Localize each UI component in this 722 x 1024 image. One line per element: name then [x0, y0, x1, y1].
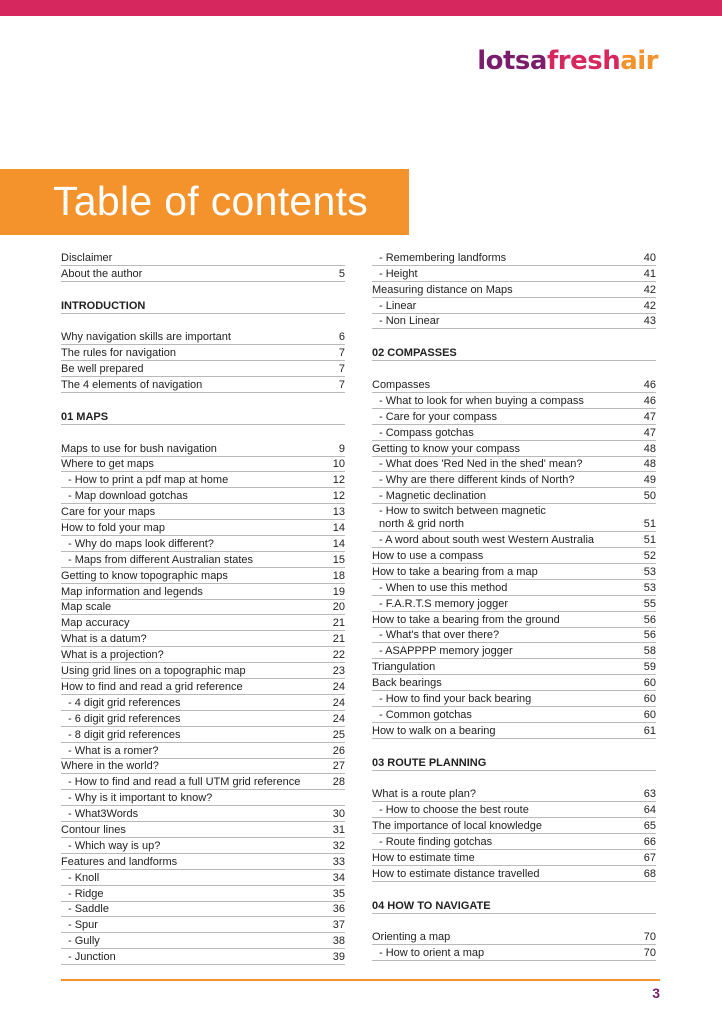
toc-entry-page: 26 — [332, 744, 345, 757]
toc-entry[interactable] — [372, 723, 656, 739]
toc-entry-title: - Maps from different Australian states — [68, 553, 254, 566]
page-number: 3 — [652, 985, 660, 1001]
logo-part-fresh: fresh — [546, 46, 621, 76]
toc-entry-page: 23 — [332, 665, 345, 678]
toc-entry-page: 41 — [643, 267, 656, 280]
toc-entry[interactable] — [61, 457, 345, 473]
toc-entry-title: - How to print a pdf map at home — [68, 474, 229, 487]
toc-entry-title: Measuring distance on Maps — [372, 283, 513, 296]
toc-subentry[interactable] — [372, 504, 656, 532]
toc-subentry[interactable] — [61, 933, 345, 949]
toc-entry-page: 67 — [643, 851, 656, 864]
toc-entry-page: 70 — [643, 947, 656, 960]
toc-subentry[interactable] — [372, 488, 656, 504]
toc-entry-page: 40 — [643, 251, 656, 264]
toc-entry-page: 48 — [643, 458, 656, 471]
toc-entry-page: 43 — [643, 315, 656, 328]
toc-subentry[interactable] — [61, 790, 345, 806]
toc-entry-page: 53 — [643, 581, 656, 594]
toc-entry-title: - Route finding gotchas — [379, 836, 493, 849]
spacer — [372, 739, 656, 755]
toc-entry[interactable] — [372, 787, 656, 803]
toc-entry-page: 36 — [332, 903, 345, 916]
toc-entry[interactable] — [61, 584, 345, 600]
section-heading-text: 03 ROUTE PLANNING — [372, 756, 487, 769]
toc-subentry[interactable] — [372, 250, 656, 266]
toc-entry-title: Map information and legends — [61, 585, 203, 598]
toc-entry-page: 64 — [643, 804, 656, 817]
footer-rule — [61, 979, 660, 981]
toc-subentry[interactable] — [61, 536, 345, 552]
toc-entry-title: How to take a bearing from a map — [372, 565, 538, 578]
section-heading — [61, 298, 345, 314]
toc-entry-page: 58 — [643, 645, 656, 658]
toc-subentry[interactable] — [372, 643, 656, 659]
toc-subentry[interactable] — [372, 834, 656, 850]
toc-entry[interactable] — [61, 568, 345, 584]
spacer — [61, 314, 345, 330]
logo-part-air: air — [620, 46, 658, 76]
toc-entry-title: What is a projection? — [61, 649, 164, 662]
toc-entry[interactable] — [61, 377, 345, 393]
toc-entry-title: Getting to know your compass — [372, 442, 520, 455]
toc-entry-title: - How to find and read a full UTM grid reference — [68, 776, 301, 789]
toc-entry-title: - What3Words — [68, 808, 139, 821]
toc-subentry[interactable] — [61, 949, 345, 965]
top-color-bar — [0, 0, 722, 16]
toc-entry[interactable] — [61, 663, 345, 679]
toc-entry-title: - What is a romer? — [68, 744, 159, 757]
toc-subentry[interactable] — [372, 945, 656, 961]
toc-entry[interactable] — [372, 818, 656, 834]
toc-entry-page: 51 — [643, 534, 656, 547]
spacer — [61, 282, 345, 298]
toc-entry-page: 27 — [332, 760, 345, 773]
toc-entry-title: - Magnetic declination — [379, 490, 487, 503]
section-heading-text: 01 MAPS — [61, 410, 109, 423]
toc-entry-page: 31 — [332, 823, 345, 836]
toc-entry-page: 7 — [338, 347, 345, 360]
section-heading-text: INTRODUCTION — [61, 299, 146, 312]
toc-entry-page: 9 — [338, 442, 345, 455]
toc-entry-title: - Linear — [379, 299, 417, 312]
toc-entry[interactable] — [372, 564, 656, 580]
toc-entry-page: 63 — [643, 788, 656, 801]
toc-entry-title: Disclaimer — [61, 251, 113, 264]
toc-entry-page: 30 — [332, 808, 345, 821]
toc-entry[interactable] — [61, 345, 345, 361]
toc-entry-page: 5 — [338, 267, 345, 280]
toc-entry-page: 25 — [332, 728, 345, 741]
toc-entry-title: - Non Linear — [379, 315, 440, 328]
toc-subentry[interactable] — [61, 917, 345, 933]
toc-entry-title: What is a route plan? — [372, 788, 476, 801]
toc-entry[interactable] — [61, 520, 345, 536]
toc-entry-title: What is a datum? — [61, 633, 147, 646]
toc-entry[interactable] — [61, 600, 345, 616]
toc-entry-title: Using grid lines on a topographic map — [61, 665, 246, 678]
spacer — [61, 393, 345, 409]
toc-entry[interactable] — [61, 266, 345, 282]
toc-entry-title: Map accuracy — [61, 617, 130, 630]
toc-entry-page: 42 — [643, 283, 656, 296]
toc-entry-title: - 8 digit grid references — [68, 728, 181, 741]
toc-entry-title: - How to switch between magnetic north & grid north — [379, 505, 546, 531]
toc-entry-page: 15 — [332, 553, 345, 566]
toc-entry-title: - Why are there different kinds of North? — [379, 474, 575, 487]
toc-entry-page: 37 — [332, 919, 345, 932]
toc-subentry[interactable] — [61, 743, 345, 759]
toc-entry-title: How to take a bearing from the ground — [372, 613, 560, 626]
toc-entry-title: Where to get maps — [61, 458, 154, 471]
toc-entry-title: Compasses — [372, 379, 431, 392]
toc-entry-title: Features and landforms — [61, 855, 178, 868]
toc-subentry[interactable] — [372, 707, 656, 723]
toc-subentry[interactable] — [61, 695, 345, 711]
toc-entry[interactable] — [61, 615, 345, 631]
toc-entry-page: 53 — [643, 565, 656, 578]
toc-entry[interactable] — [372, 612, 656, 628]
toc-entry-title: How to estimate distance travelled — [372, 867, 540, 880]
toc-entry-page: 24 — [332, 696, 345, 709]
toc-entry-page: 35 — [332, 887, 345, 900]
toc-entry-page: 60 — [643, 677, 656, 690]
section-heading — [372, 898, 656, 914]
toc-entry-page: 24 — [332, 680, 345, 693]
toc-entry-title: Map scale — [61, 601, 112, 614]
toc-entry-title: - Saddle — [68, 903, 109, 916]
toc-entry-title: Care for your maps — [61, 506, 156, 519]
title-banner — [0, 169, 409, 235]
toc-subentry[interactable] — [372, 425, 656, 441]
toc-entry-title: How to fold your map — [61, 522, 165, 535]
toc-entry-page: 21 — [332, 633, 345, 646]
toc-entry-title: Orienting a map — [372, 931, 451, 944]
toc-entry-page: 7 — [338, 363, 345, 376]
toc-entry-title: - Junction — [68, 951, 116, 964]
toc-entry[interactable] — [372, 930, 656, 946]
toc-subentry[interactable] — [61, 488, 345, 504]
toc-right-column — [372, 250, 656, 961]
toc-entry-page: 12 — [332, 490, 345, 503]
toc-entry-title: - Map download gotchas — [68, 490, 188, 503]
toc-entry[interactable] — [372, 659, 656, 675]
toc-entry-page: 10 — [332, 458, 345, 471]
toc-entry-page: 38 — [332, 935, 345, 948]
toc-entry-page: 28 — [332, 776, 345, 789]
toc-entry-page: 52 — [643, 550, 656, 563]
toc-entry-title: - What's that over there? — [379, 629, 500, 642]
spacer — [61, 425, 345, 441]
toc-entry-title: The 4 elements of navigation — [61, 379, 203, 392]
toc-entry[interactable] — [372, 850, 656, 866]
toc-entry-title: - Knoll — [68, 871, 100, 884]
toc-subentry[interactable] — [372, 532, 656, 548]
brand-logo — [477, 46, 658, 76]
toc-entry-page: 51 — [643, 518, 656, 531]
toc-entry-title: - Compass gotchas — [379, 426, 474, 439]
spacer — [372, 361, 656, 377]
toc-entry-page: 46 — [643, 394, 656, 407]
toc-entry-title: Maps to use for bush navigation — [61, 442, 217, 455]
toc-entry-title: - How to choose the best route — [379, 804, 529, 817]
toc-entry-page: 70 — [643, 931, 656, 944]
toc-entry[interactable] — [372, 441, 656, 457]
spacer — [372, 882, 656, 898]
toc-entry-title: - 6 digit grid references — [68, 712, 181, 725]
toc-entry-page: 14 — [332, 537, 345, 550]
spacer — [372, 771, 656, 787]
toc-entry[interactable] — [372, 866, 656, 882]
toc-entry-page: 34 — [332, 871, 345, 884]
toc-entry[interactable] — [61, 822, 345, 838]
toc-entry-title: - How to orient a map — [379, 947, 485, 960]
toc-entry-page: 39 — [332, 951, 345, 964]
toc-entry-title: Why navigation skills are important — [61, 331, 231, 344]
toc-entry-page: 59 — [643, 661, 656, 674]
toc-entry-title: About the author — [61, 267, 143, 280]
toc-entry[interactable] — [61, 631, 345, 647]
toc-subentry[interactable] — [372, 628, 656, 644]
toc-entry[interactable] — [61, 329, 345, 345]
section-heading-text: 04 HOW TO NAVIGATE — [372, 899, 491, 912]
toc-entry-title: Triangulation — [372, 661, 436, 674]
toc-entry-page: 22 — [332, 649, 345, 662]
toc-entry[interactable] — [61, 250, 345, 266]
toc-entry-page: 68 — [643, 867, 656, 880]
toc-subentry[interactable] — [372, 802, 656, 818]
toc-entry-title: - 4 digit grid references — [68, 696, 181, 709]
toc-entry[interactable] — [372, 675, 656, 691]
toc-left-column — [61, 250, 345, 965]
toc-subentry[interactable] — [61, 806, 345, 822]
toc-entry[interactable] — [61, 504, 345, 520]
toc-entry-title: The rules for navigation — [61, 347, 176, 360]
toc-entry-title: - Care for your compass — [379, 410, 497, 423]
toc-entry-page: 55 — [643, 597, 656, 610]
toc-entry-page: 61 — [643, 724, 656, 737]
toc-entry-title: - Why do maps look different? — [68, 537, 214, 550]
toc-entry-page: 24 — [332, 712, 345, 725]
toc-entry-page: 66 — [643, 836, 656, 849]
spacer — [372, 329, 656, 345]
toc-subentry[interactable] — [61, 552, 345, 568]
toc-subentry[interactable] — [372, 266, 656, 282]
toc-entry-page: 50 — [643, 490, 656, 503]
toc-entry-title: - Which way is up? — [68, 839, 161, 852]
toc-subentry[interactable] — [372, 393, 656, 409]
toc-entry-page: 46 — [643, 379, 656, 392]
toc-entry-title: The importance of local knowledge — [372, 820, 542, 833]
toc-entry-title: Back bearings — [372, 677, 442, 690]
toc-subentry[interactable] — [372, 409, 656, 425]
toc-entry-title: Getting to know topographic maps — [61, 569, 228, 582]
toc-entry-title: - When to use this method — [379, 581, 508, 594]
toc-entry-title: - ASAPPPP memory jogger — [379, 645, 513, 658]
section-heading-text: 02 COMPASSES — [372, 347, 457, 360]
toc-subentry[interactable] — [61, 711, 345, 727]
toc-entry-page: 56 — [643, 629, 656, 642]
toc-subentry[interactable] — [372, 298, 656, 314]
toc-entry-page: 56 — [643, 613, 656, 626]
toc-entry-page: 13 — [332, 506, 345, 519]
toc-entry[interactable] — [61, 759, 345, 775]
toc-subentry[interactable] — [61, 902, 345, 918]
toc-entry-page: 48 — [643, 442, 656, 455]
toc-entry-title: - Gully — [68, 935, 100, 948]
toc-entry-title: Where in the world? — [61, 760, 159, 773]
toc-subentry[interactable] — [372, 457, 656, 473]
toc-subentry[interactable] — [372, 314, 656, 330]
toc-entry-page: 42 — [643, 299, 656, 312]
toc-entry-title: - Spur — [68, 919, 98, 932]
toc-entry[interactable] — [372, 282, 656, 298]
toc-entry[interactable] — [61, 854, 345, 870]
toc-entry[interactable] — [61, 679, 345, 695]
toc-subentry[interactable] — [372, 472, 656, 488]
toc-entry-title: Be well prepared — [61, 363, 144, 376]
toc-entry-page: 18 — [332, 569, 345, 582]
toc-entry-title: - F.A.R.T.S memory jogger — [379, 597, 508, 610]
toc-entry-title: How to use a compass — [372, 550, 484, 563]
toc-subentry[interactable] — [61, 886, 345, 902]
toc-entry-title: - Why is it important to know? — [68, 792, 213, 805]
toc-entry-title: - Remembering landforms — [379, 251, 507, 264]
toc-entry-page: 7 — [338, 379, 345, 392]
toc-entry-page: 14 — [332, 522, 345, 535]
toc-entry-page: 19 — [332, 585, 345, 598]
toc-entry[interactable] — [372, 548, 656, 564]
section-heading — [372, 755, 656, 771]
toc-entry-page: 65 — [643, 820, 656, 833]
toc-entry-title: - Common gotchas — [379, 708, 472, 721]
section-heading — [61, 409, 345, 425]
toc-entry-title: - How to find your back bearing — [379, 693, 532, 706]
toc-entry-page: 60 — [643, 693, 656, 706]
toc-entry-page: 49 — [643, 474, 656, 487]
toc-entry-page: 33 — [332, 855, 345, 868]
toc-entry[interactable] — [61, 441, 345, 457]
toc-entry[interactable] — [372, 377, 656, 393]
toc-entry-page: 32 — [332, 839, 345, 852]
toc-subentry[interactable] — [372, 580, 656, 596]
toc-subentry[interactable] — [61, 774, 345, 790]
toc-entry-title: How to walk on a bearing — [372, 724, 496, 737]
toc-entry-title: Contour lines — [61, 823, 126, 836]
toc-entry-title: - What does 'Red Ned in the shed' mean? — [379, 458, 583, 471]
toc-entry-page: 47 — [643, 426, 656, 439]
toc-entry-title: - Height — [379, 267, 418, 280]
toc-entry[interactable] — [61, 361, 345, 377]
toc-entry-title: - A word about south west Western Australia — [379, 534, 595, 547]
toc-subentry[interactable] — [61, 838, 345, 854]
toc-entry-page: 12 — [332, 474, 345, 487]
toc-entry-title: - What to look for when buying a compass — [379, 394, 584, 407]
toc-subentry[interactable] — [61, 870, 345, 886]
section-heading — [372, 345, 656, 361]
logo-part-lotsa: lotsa — [477, 46, 547, 76]
toc-entry-title: - Ridge — [68, 887, 104, 900]
toc-entry-page: 6 — [338, 331, 345, 344]
toc-entry-title: How to find and read a grid reference — [61, 680, 243, 693]
toc-entry-page: 60 — [643, 708, 656, 721]
toc-subentry[interactable] — [61, 727, 345, 743]
page-title: Table of contents — [53, 178, 369, 224]
toc-entry-title: How to estimate time — [372, 851, 475, 864]
toc-entry-page: 47 — [643, 410, 656, 423]
toc-entry[interactable] — [61, 647, 345, 663]
toc-subentry[interactable] — [372, 691, 656, 707]
toc-entry-page: 20 — [332, 601, 345, 614]
toc-entry-page: 21 — [332, 617, 345, 630]
toc-subentry[interactable] — [61, 472, 345, 488]
spacer — [372, 914, 656, 930]
toc-subentry[interactable] — [372, 596, 656, 612]
